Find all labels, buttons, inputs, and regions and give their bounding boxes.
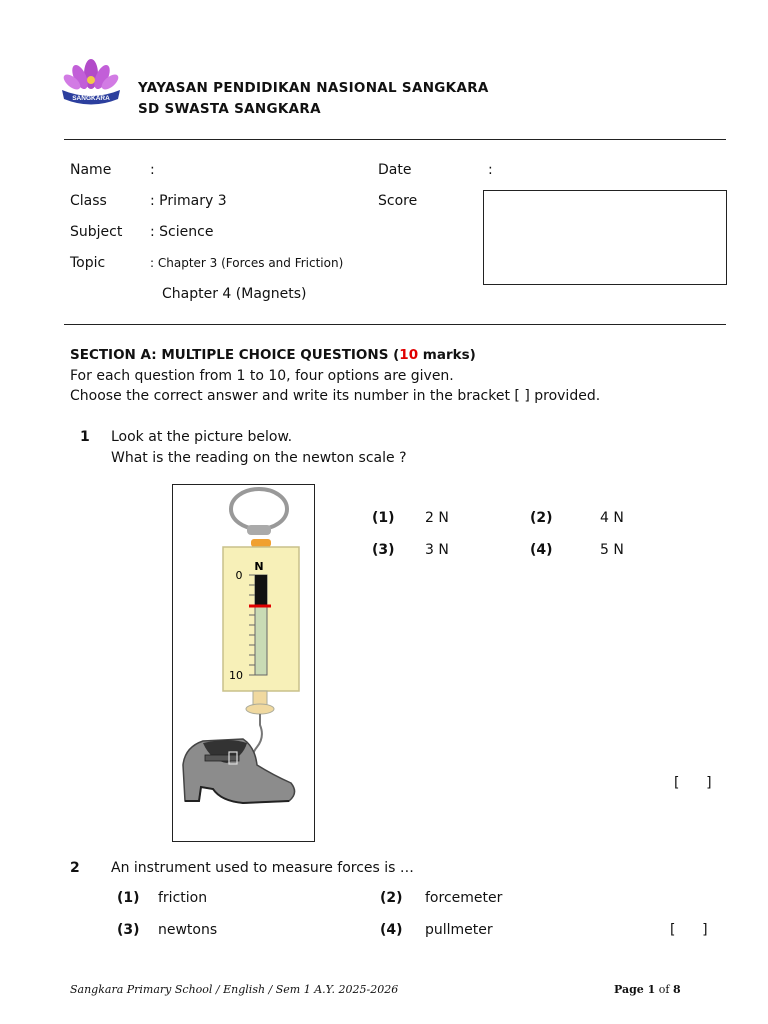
newton-scale-illustration xyxy=(173,485,314,841)
question-1-picture xyxy=(172,484,315,842)
date-label: Date xyxy=(378,162,412,178)
q1-option-2-text: 4 N xyxy=(600,510,624,526)
subject-value: : Science xyxy=(150,224,214,240)
q2-option-1-text: friction xyxy=(158,890,208,906)
scale-unit-label: N xyxy=(254,560,264,573)
q1-option-1-text: 2 N xyxy=(425,510,449,526)
subject-label: Subject xyxy=(70,224,123,240)
name-label: Name xyxy=(70,162,112,178)
date-field[interactable]: : xyxy=(488,162,493,178)
q2-option-1-number: (1) xyxy=(117,890,140,906)
question-1-line-2: What is the reading on the newton scale ? xyxy=(111,450,407,466)
topic-label: Topic xyxy=(70,255,106,271)
school-name: SD SWASTA SANGKARA xyxy=(138,101,321,117)
q1-option-1-number: (1) xyxy=(372,510,395,526)
class-label: Class xyxy=(70,193,107,209)
scale-max-label: 10 xyxy=(229,669,243,682)
question-2-number: 2 xyxy=(70,860,80,876)
topic-value: : Chapter 3 (Forces and Friction) xyxy=(150,256,344,270)
class-value: : Primary 3 xyxy=(150,193,227,209)
q1-option-2-number: (2) xyxy=(530,510,553,526)
q1-option-3-text: 3 N xyxy=(425,542,449,558)
name-field[interactable]: : xyxy=(150,162,155,178)
score-label: Score xyxy=(378,193,418,209)
logo-text: SANGKARA xyxy=(72,95,110,102)
header-divider xyxy=(64,139,726,140)
shoe-icon xyxy=(183,739,295,803)
section-a-instruction-2: Choose the correct answer and write its number in the bracket [ ] provided. xyxy=(70,388,601,404)
footer-course-info: Sangkara Primary School / English / Sem 1 A.Y. 2025-2026 xyxy=(70,983,399,996)
section-a-title: SECTION A: MULTIPLE CHOICE QUESTIONS (10 marks) xyxy=(70,347,476,363)
q1-answer-bracket[interactable]: [ ] xyxy=(674,775,712,791)
scale-min-label: 0 xyxy=(235,569,243,582)
foundation-name: YAYASAN PENDIDIKAN NASIONAL SANGKARA xyxy=(138,80,489,96)
q2-option-2-number: (2) xyxy=(380,890,403,906)
q1-option-4-text: 5 N xyxy=(600,542,624,558)
lotus-icon xyxy=(61,59,121,92)
q2-option-3-text: newtons xyxy=(158,922,218,938)
q2-option-4-number: (4) xyxy=(380,922,403,938)
question-1-number: 1 xyxy=(80,429,90,445)
footer-page-number: Page 1 of 8 xyxy=(614,983,681,996)
section-a-instruction-1: For each question from 1 to 10, four options are given. xyxy=(70,368,454,384)
topic-value-2: Chapter 4 (Magnets) xyxy=(162,286,307,302)
q2-option-2-text: forcemeter xyxy=(425,890,503,906)
question-1-line-1: Look at the picture below. xyxy=(111,429,293,445)
q1-option-3-number: (3) xyxy=(372,542,395,558)
q2-option-4-text: pullmeter xyxy=(425,922,493,938)
school-logo xyxy=(58,52,124,108)
q2-option-3-number: (3) xyxy=(117,922,140,938)
score-box[interactable] xyxy=(483,190,727,285)
question-2-text: An instrument used to measure forces is … xyxy=(111,860,414,876)
info-divider xyxy=(64,324,726,325)
q2-answer-bracket[interactable]: [ ] xyxy=(670,922,708,938)
q1-option-4-number: (4) xyxy=(530,542,553,558)
